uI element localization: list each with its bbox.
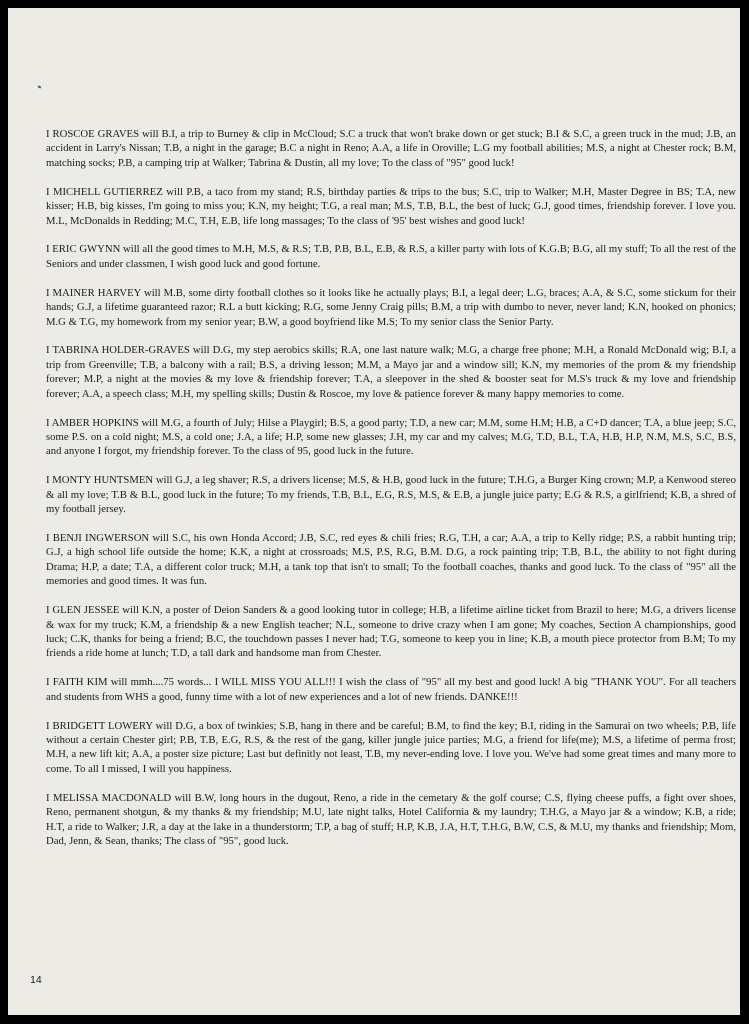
- will-entry: I AMBER HOPKINS will M.G, a fourth of July; Hilse a Playgirl; B.S, a good party; T.D, a new car; M.M, some H.M; H.B, a C+D dancer; T.A, a blue jeep; S.C, some P.S. on a cold night; M.S, a cold one; J.A, a life; H.P, some new glasses; J.H, my car and my calves; M.G, T.D, B.L, T.A, H.B, H.P, N.M, M.S, S.C, B.S, and anyone I forgot, my friendship forever. To the class of 95, good luck in the future.: [46, 416, 736, 458]
- will-entry: I ROSCOE GRAVES will B.I, a trip to Burney & clip in McCloud; S.C a truck that won't brake down or get stuck; B.I & S.C, a green truck in the mud; J.B, an accident in Larry's Nissan; T.B, a night in the garage; B.C a night in Reno; A.A, a life in Oroville; L.G my football abilities; M.S, a night at Chester rock; B.M, matching socks; P.B, a camping trip at Walker; Tabrina & Dustin, all my love; To the class of "95" good luck!: [46, 128, 736, 169]
- will-entry: I MELISSA MACDONALD will B.W, long hours in the dugout, Reno, a ride in the cemetary & the golf course; C.S, flying cheese puffs, a fight over shoes, Reno, permanent shotgun, & my thanks & my friendship; M.U, late night talks, Hotel California & my laundry; T.H.G, a Mayo jar & a window; K.B, a ride; H.T, a ride to Walker; J.R, a day at the lake in a thunderstorm; T.P, a bag of stuff; H.P, K.B, J.A, H.T, T.H.G, B.W, C.S, & M.U, my thanks and friendship; Mom, Dad, Jenn, & Sean, thanks; The class of "95", good luck.: [46, 791, 736, 847]
- will-entry: I BENJI INGWERSON will S.C, his own Honda Accord; J.B, S.C, red eyes & chili fries; R.G, T.H, a car; A.A, a trip to Kelly ridge; P.S, a rabbit hunting trip; G.J, a high school life outside the home; K.K, a night at crossroads; M.S, P.S, R.G, B.M. D.G, a rock painting trip; T.B, B.L, the ability to not fight during Drama; H.P, a date; T.A, a different color truck; M.H, a tank top that isn't to small; To the football coaches, thanks and good luck. To the class of "95" all the memories and good times. It was fun.: [46, 532, 736, 588]
- will-entry: I MICHELL GUTIERREZ will P.B, a taco from my stand; R.S, birthday parties & trips to the bus; S.C, trip to Walker; M.H, Master Degree in BS; T.A, new kisser; H.B, big kisses, I'm going to miss you; K.N, my height; T.G, a real man; M.S, T.B, B.L, the best of luck; G.J, good times, friendship forever. I love you. M.L, McDonalds in Redding; M.C, T.H, E.B, life long massages; To the class of '95' best wishes and good luck!: [46, 185, 736, 227]
- will-entry: I TABRINA HOLDER-GRAVES will D.G, my step aerobics skills; R.A, one last nature walk; M.G, a charge free phone; M.H, a Ronald McDonald wig; B.I, a trip from Greenville; T.B, a balcony with a rail; B.S, a driving lesson; M.M, a Mayo jar and a window sill; K.N, my memories of the prom & my friendship forever; M.P, a night at the movies & my love & friendship forever; T.A, a sleepover in the shed & booster seat for M.S's truck & my love and friendship forever; A.A, a speech class; M.H, my spelling skills; Dustin & Roscoe, my love & patience forever & many happy memories to come.: [46, 344, 736, 400]
- will-entry: I GLEN JESSEE will K.N, a poster of Deion Sanders & a good looking tutor in college; H.B, a lifetime airline ticket from Brazil to here; M.G, a drivers license & wax for my truck; K.M, a friendship & a new English teacher; N.L, someone to drive crazy when I am gone; My coaches, Section A championships, good luck; C.K, thanks for being a friend; B.C, the touchdown passes I never had; T.G, someone to keep you in line; K.B, a mouth piece protector from B.M; To my friends a ride home at lunch; T.D, a tall dark and handsome man from Chester.: [46, 604, 736, 660]
- dust-speck: [38, 85, 42, 88]
- will-entry: I FAITH KIM will mmh....75 words... I WILL MISS YOU ALL!!! I wish the class of "95" all my best and good luck! A big "THANK YOU". For all teachers and students from WHS a good, funny time with a lot of new experiences and a lot of new friends. DANKE!!!: [46, 676, 736, 703]
- senior-wills-column: [46, 127, 736, 863]
- will-entry: I BRIDGETT LOWERY will D.G, a box of twinkies; S.B, hang in there and be careful; B.M, to find the key; B.I, riding in the Samurai on two wheels; P.B, life without a certain Chester girl; P.B, T.B, E.G, R.S, & the rest of the gang, killer jungle juice parties; M.G, a friend for life(me); M.S, a lifetime of perma frost; M.H, a new lift kit; A.A, a poster size picture; Last but definitly not least, T.B, my never-ending love. I love you. We've had some great times and many more to come. To all I missed, I will you happiness.: [46, 719, 736, 775]
- page-number: 14: [30, 974, 42, 986]
- will-entry: I MAINER HARVEY will M.B, some dirty football clothes so it looks like he actually plays; B.I, a legal deer; L.G, braces; A.A, & S.C, some stickum for their hands; G.J, a lifetime guaranteed razor; R.L a butt kicking; R.G, some Jenny Craig pills; B.M, a trip with dumbo to never, never land; K.N, hooked on phonics; M.G & T.G, my homework from my senior year; B.W, a good boyfriend like M.S; To my senior class the Senior Party.: [46, 286, 736, 328]
- will-entry: I MONTY HUNTSMEN will G.J, a leg shaver; R.S, a drivers license; M.S, & H.B, good luck in the future; T.H.G, a Burger King crown; M.P, a Kenwood stereo & all my love; T.B & B.L, good luck in the future; To my friends, T.B, B.L, E.G, R.S, M.S, & E.B, a jungle juice party; E.G & R.S, a girlfriend; K.B, a shred of my football jersey.: [46, 474, 736, 516]
- will-entry: I ERIC GWYNN will all the good times to M.H, M.S, & R.S; T.B, P.B, B.L, E.B, & R.S, a killer party with lots of K.G.B; B.G, all my stuff; To all the rest of the Seniors and under classmen, I wish good luck and good fortune.: [46, 243, 736, 270]
- yearbook-page: [8, 8, 740, 1015]
